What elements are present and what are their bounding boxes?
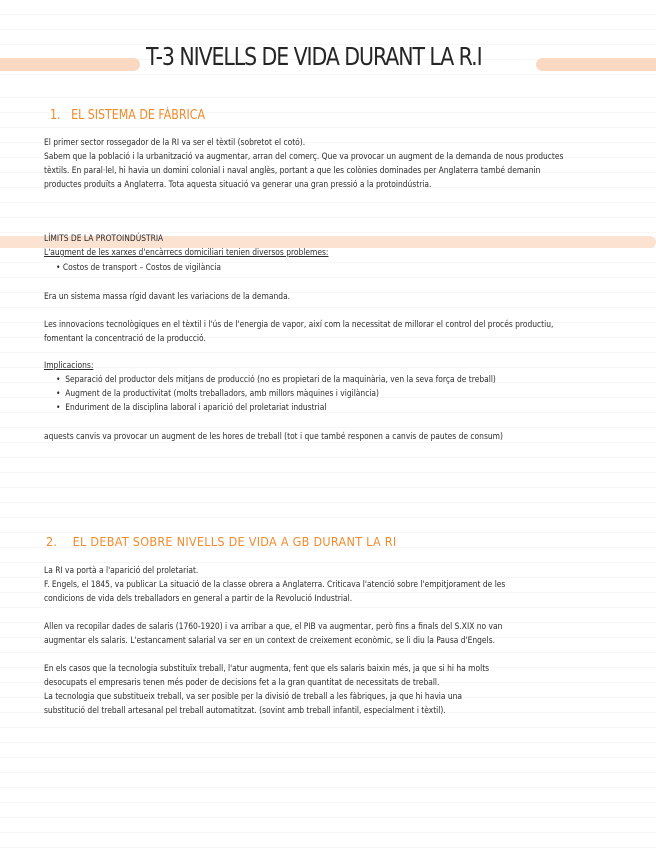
- section1-line: Sabem que la població i la urbanització va augmentar, arran del comerç. Que va provocar un augment de la demanda de nous productes: [44, 151, 564, 162]
- page-title: T-3 NIVELLS DE VIDA DURANT LA R.I: [146, 42, 482, 71]
- limits-paragraph: Era un sistema massa rígid davant les variacions de la demanda.: [44, 291, 291, 302]
- section2-line: En els casos que la tecnologia substituïx treball, l'atur augmenta, fent que els salaris baixin més, ja que si hi ha molts: [44, 663, 490, 674]
- section1-line: productes produïts a Anglaterra. Tota aquesta situació va generar una gran pressió a la protoindústria.: [44, 179, 432, 190]
- implication-item: • Separació del productor dels mitjans de producció (no es propietari de la maquinària, ven la seva força de treball): [56, 374, 496, 385]
- limits-heading: LÍMITS DE LA PROTOINDÚSTRIA: [44, 233, 164, 244]
- limits-bullet-costs: • Costos de transport – Costos de vigilància: [56, 262, 221, 273]
- section2-line: F. Engels, el 1845, va publicar La situació de la classe obrera a Anglaterra. Criticava l'atenció sobre l'empitjorament de les: [44, 579, 506, 590]
- limits-paragraph: Les innovacions tecnològiques en el tèxtil i l'ús de l'energia de vapor, així com la necessitat de millorar el control del procés productiu,: [44, 319, 554, 330]
- section2-line: desocupats el empresaris tenen més poder de decisions fet a la gran quantitat de necessitats de treball.: [44, 677, 440, 688]
- title-band-right: [536, 58, 656, 71]
- section2-heading: [46, 534, 396, 549]
- limits-subheading: L'augment de les xarxes d'encàrrecs domiciliari tenien diversos problemes:: [44, 247, 329, 258]
- section1-title: EL SISTEMA DE FÀBRICA: [71, 108, 206, 123]
- section2-line: condicions de vida dels treballadors en general a partir de la Revolució Industrial.: [44, 593, 353, 604]
- section1-number: 1.: [50, 108, 61, 123]
- section1-heading: [50, 108, 205, 123]
- section2-line: La RI va portà a l'aparició del proletariat.: [44, 565, 199, 576]
- section2-number: 2.: [46, 534, 58, 549]
- limits-conclusion: aquests canvis va provocar un augment de les hores de treball (tot i que també responen a canvis de pautes de consum): [44, 431, 503, 442]
- implication-item: • Augment de la productivitat (molts treballadors, amb millors màquines i vigilància): [56, 388, 379, 399]
- section2-line: augmentar els salaris. L'estancament salarial va ser en un context de creixement econòmic, se li diu la Pausa d'Engels.: [44, 635, 495, 646]
- title-band-left: [0, 58, 140, 71]
- section1-line: El primer sector rossegador de la RI va ser el tèxtil (sobretot el cotó).: [44, 137, 306, 148]
- section2-line: La tecnologia que substitueix treball, va ser posible per la divisió de treball a les fàbriques, ja que hi havia una: [44, 691, 463, 702]
- implication-item: • Enduriment de la disciplina laboral i aparició del proletariat industrial: [56, 402, 327, 413]
- section2-title: EL DEBAT SOBRE NIVELLS DE VIDA A GB DURANT LA RI: [72, 534, 397, 549]
- limits-paragraph: fomentant la concentració de la producció.: [44, 333, 206, 344]
- implications-label: Implicacions:: [44, 360, 94, 371]
- section2-line: substitució del treball artesanal pel treball automatitzat. (sovint amb treball infantil, especialment i tèxtil).: [44, 705, 446, 716]
- section1-line: tèxtils. En paral·lel, hi havia un domini colonial i naval anglès, portant a que les colònies dominades per Anglaterra també demanin: [44, 165, 541, 176]
- section2-line: Allen va recopilar dades de salaris (1760-1920) i va arribar a que, el PIB va augmentar, però fins a finals del S.XIX no van: [44, 621, 503, 632]
